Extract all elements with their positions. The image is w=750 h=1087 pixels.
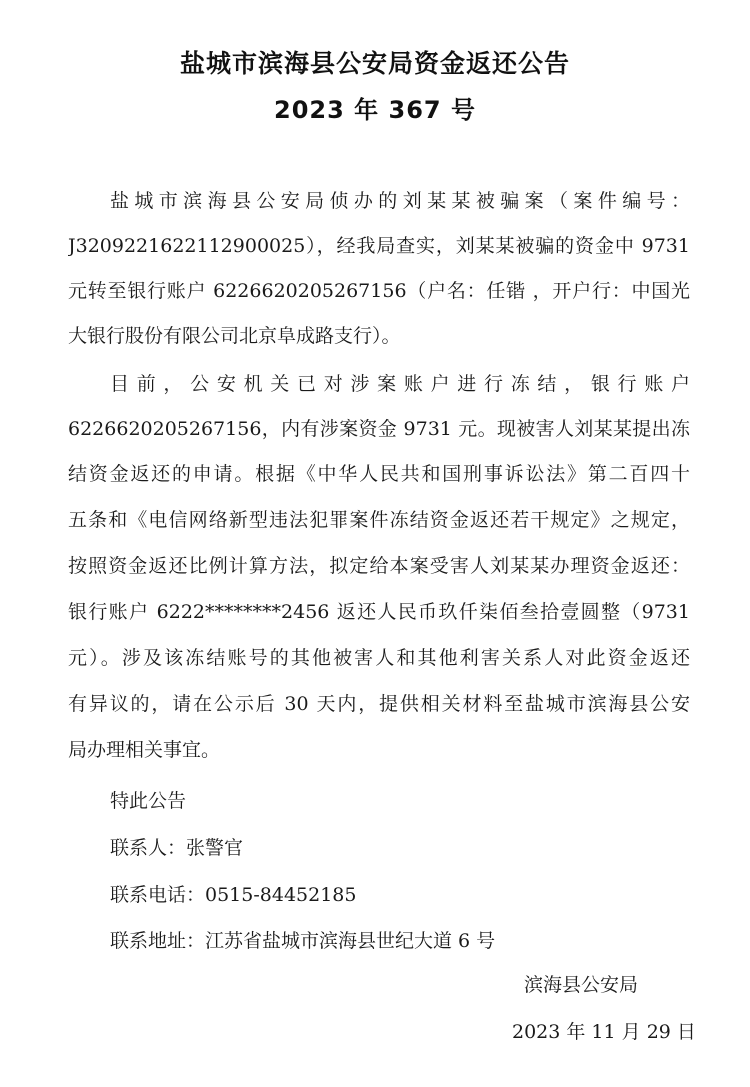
paragraph-2-line-6: 银行账户 6222********2456 返还人民币玖仟柒佰叁拾壹圆整（9731 xyxy=(68,601,690,623)
contact-address: 联系地址：江苏省盐城市滨海县世纪大道 6 号 xyxy=(110,930,496,952)
notice-number: 2023 年 367 号 xyxy=(274,96,476,124)
paragraph-1-line-2: J3209221622112900025），经我局查实，刘某某被骗的资金中 9731 xyxy=(68,235,690,257)
paragraph-2-line-2: 6226620205267156，内有涉案资金 9731 元。现被害人刘某某提出冻 xyxy=(68,418,690,440)
paragraph-1-line-4: 大银行股份有限公司北京阜成路支行）。 xyxy=(68,325,401,347)
contact-person: 联系人：张警官 xyxy=(110,837,244,859)
contact-phone: 联系电话：0515-84452185 xyxy=(110,884,357,906)
paragraph-2-line-3: 结资金返还的申请。根据《中华人民共和国刑事诉讼法》第二百四十 xyxy=(68,463,690,485)
paragraph-2-line-8: 有异议的，请在公示后 30 天内，提供相关材料至盐城市滨海县公安 xyxy=(68,693,690,715)
paragraph-2-line-1: 目前，公安机关已对涉案账户进行冻结，银行账户 xyxy=(110,373,690,395)
paragraph-1-line-1: 盐城市滨海县公安局侦办的刘某某被骗案（案件编号： xyxy=(110,190,690,212)
paragraph-2-line-9: 局办理相关事宜。 xyxy=(68,739,221,761)
paragraph-1-line-3: 元转至银行账户 6226620205267156（户名：任锴 ，开户行：中国光 xyxy=(68,280,690,302)
issuing-organization: 滨海县公安局 xyxy=(524,974,639,996)
paragraph-2-line-7: 元）。涉及该冻结账号的其他被害人和其他利害关系人对此资金返还 xyxy=(68,647,690,669)
paragraph-2-line-5: 按照资金返还比例计算方法，拟定给本案受害人刘某某办理资金返还： xyxy=(68,555,690,577)
issue-date: 2023 年 11 月 29 日 xyxy=(512,1021,696,1043)
notice-title: 盐城市滨海县公安局资金返还公告 xyxy=(179,49,570,78)
closing-text: 特此公告 xyxy=(110,790,187,812)
paragraph-2-line-4: 五条和《电信网络新型违法犯罪案件冻结资金返还若干规定》之规定， xyxy=(68,509,690,531)
